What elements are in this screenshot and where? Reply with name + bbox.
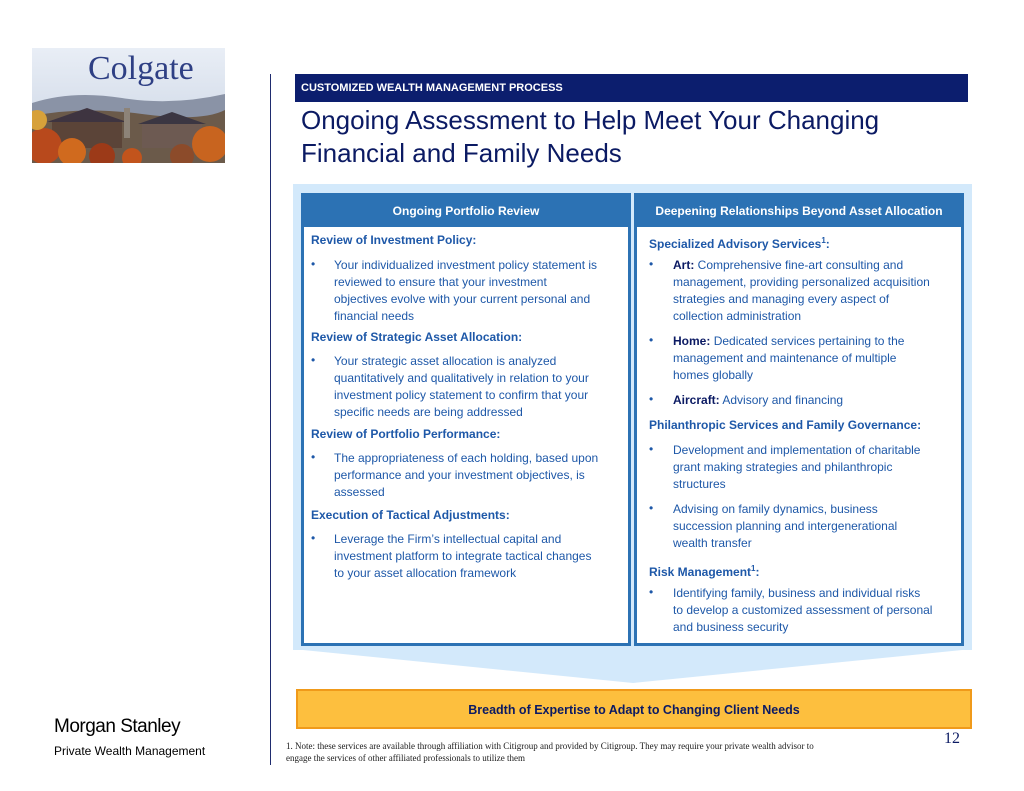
relationships-header: Deepening Relationships Beyond Asset Allocation (637, 196, 961, 227)
footnote: 1. Note: these services are available through affiliation with Citigroup and provided by Citigroup. They may require your private wealth advisor to engage the services of other affiliated professionals to utilize them (286, 741, 814, 763)
page-title (301, 104, 961, 170)
family-dynamics-text: Advising on family dynamics, business succession planning and intergenerational wealth transfer (673, 502, 898, 550)
bullet-icon: • (649, 333, 654, 347)
bullet-icon: • (649, 442, 654, 456)
art-text: Art: Comprehensive fine-art consulting and management, providing personalized acquisition strategies and managing every aspect of collection administration (673, 258, 930, 323)
morgan-stanley-logo: Morgan Stanley (54, 716, 181, 737)
bullet-icon: • (649, 392, 654, 406)
bullet-icon: • (311, 353, 316, 367)
charitable-text: Development and implementation of charitable grant making strategies and philanthropic structures (673, 443, 921, 491)
bullet-icon: • (649, 501, 654, 515)
bullet-icon: • (649, 585, 654, 599)
philanthropic-heading: Philanthropic Services and Family Governance: (649, 418, 922, 432)
down-chevron-shape (293, 649, 972, 687)
home-text: Home: Dedicated services pertaining to the management and maintenance of multiple homes globally (673, 334, 905, 382)
vertical-divider (270, 74, 271, 765)
risk-management-heading: Risk Management$^1$: (649, 564, 760, 579)
risk-text: Identifying family, business and individual risks to develop a customized assessment of personal and business security (673, 586, 933, 634)
investment-policy-text: Your individualized investment policy statement is reviewed to ensure that your investment objectives evolve with your current personal and financial needs (334, 258, 598, 323)
title-line-1: Ongoing Assessment to Help Meet Your Changing (301, 105, 880, 135)
section-label: CUSTOMIZED WEALTH MANAGEMENT PROCESS (301, 82, 563, 94)
title-line-2: Financial and Family Needs (301, 138, 622, 168)
asset-allocation-text: Your strategic asset allocation is analyzed quantitatively and qualitatively in relation to your investment policy statement to confirm that your specific needs are being addressed (334, 354, 589, 419)
brand-subtitle: Private Wealth Management (54, 744, 206, 758)
tactical-adjustments-heading: Execution of Tactical Adjustments: (311, 508, 510, 522)
portfolio-review-header: Ongoing Portfolio Review (304, 196, 628, 227)
breadth-text: Breadth of Expertise to Adapt to Changing Client Needs (468, 703, 800, 717)
bullet-icon: • (311, 531, 316, 545)
tactical-adjustments-text: Leverage the Firm’s intellectual capital and investment platform to integrate tactical changes to your asset allocation framework (334, 532, 592, 580)
portfolio-performance-text: The appropriateness of each holding, based upon performance and your investment objectives, is assessed (334, 451, 599, 499)
bullet-icon: • (311, 257, 316, 271)
advisory-services-heading: Specialized Advisory Services$^1$: (649, 236, 830, 251)
portfolio-performance-heading: Review of Portfolio Performance: (311, 427, 501, 441)
aircraft-text: Aircraft: Advisory and financing (673, 393, 844, 407)
bullet-icon: • (649, 257, 654, 271)
bullet-icon: • (311, 450, 316, 464)
asset-allocation-heading: Review of Strategic Asset Allocation: (311, 330, 523, 344)
investment-policy-heading: Review of Investment Policy: (311, 233, 477, 247)
page-number: 12 (944, 730, 960, 747)
colgate-logo-text: Colgate (88, 50, 194, 87)
